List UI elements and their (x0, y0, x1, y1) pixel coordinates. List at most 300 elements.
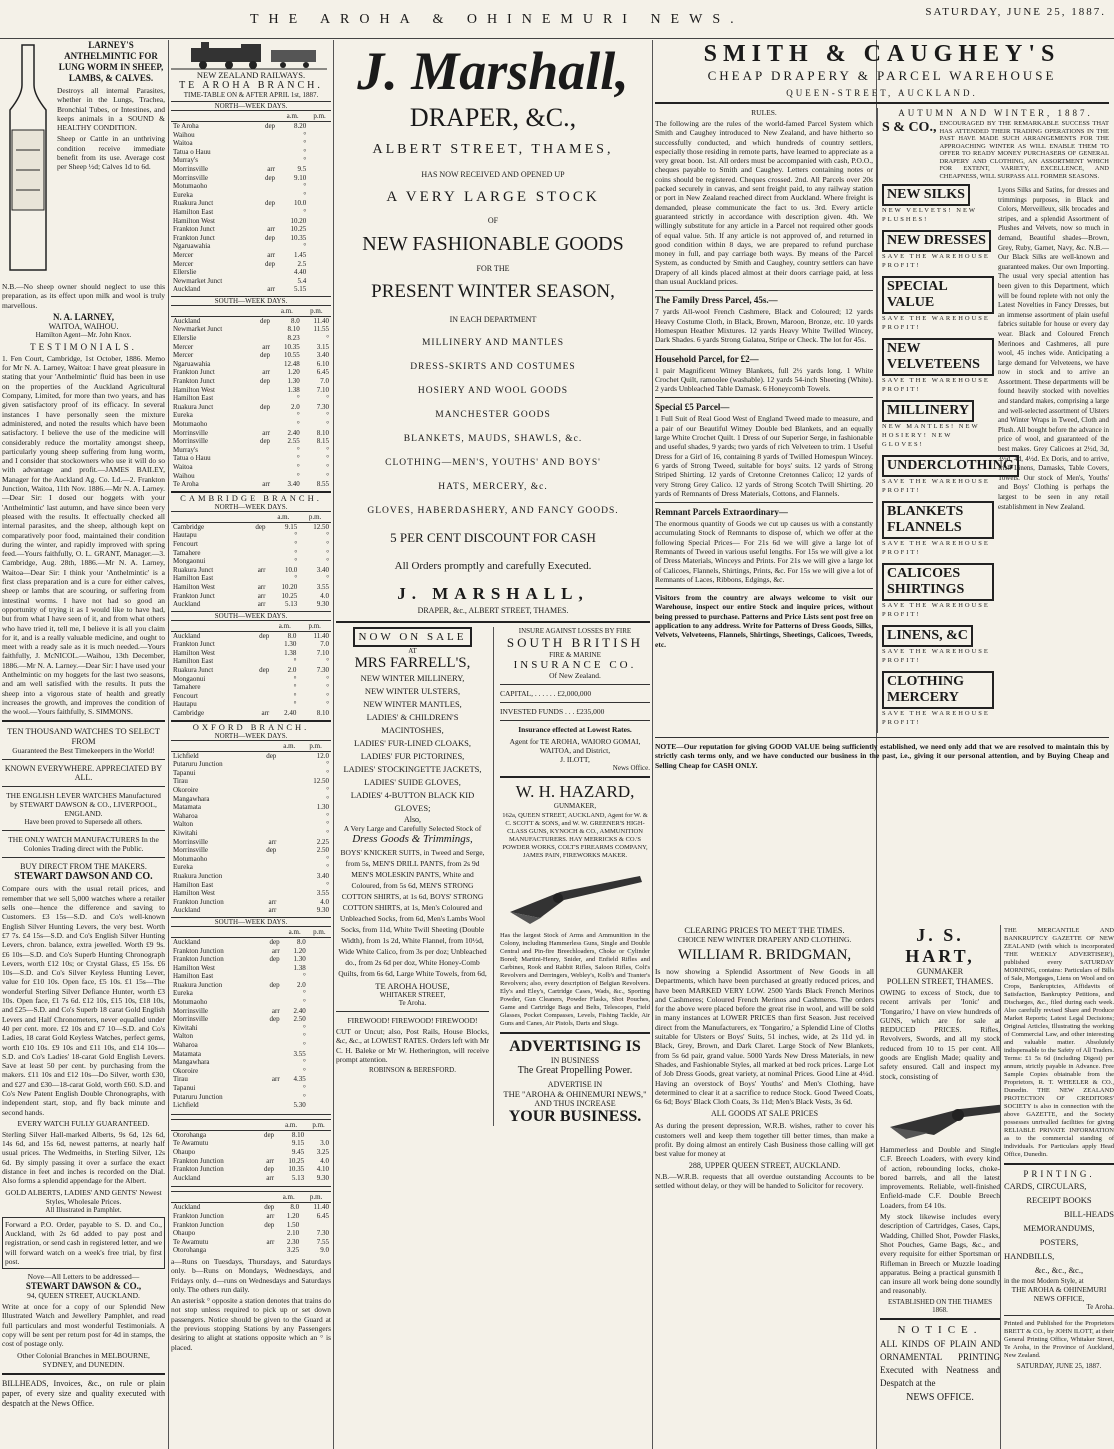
timetable-row: Morrinsville arr 9.5 (173, 164, 307, 173)
timetable-row: Ngaruawahia 12.48 6.10 (173, 359, 329, 368)
timetable-row: Hamilton West arr 10.20 3.55 (173, 582, 329, 591)
notice-ad (880, 1324, 1000, 1403)
marshall-line-item: HATS, MERCERY, &c. (438, 482, 548, 492)
marshall-line-item: DRESS-SKIRTS AND COSTUMES (410, 362, 576, 372)
department-slogan: SAVE THE WAREHOUSE PROFIT! (882, 253, 990, 269)
farrell-item: LADIES' SUIDE GLOVES, (364, 777, 461, 787)
stewart-body-2: Sterling Silver Hall-marked Alberts, 9s 6d, 12s 6d, 14s 6d, and 15s 6d, newest patterns, at nearly half usual prices. The Wedmeiths, in Sterling Silver, 12s 6d. By simply passing it over a surface the exact distance in feet and inches is recorded on the Dial. Also forms a splendid appendage for the Albert. (2, 1129, 165, 1186)
printing-item: POSTERS, (1039, 1237, 1079, 1247)
watches-heading: TEN THOUSAND WATCHES TO SELECT FROM (7, 726, 160, 747)
north-heading: NORTH—WEEK DAYS. (214, 502, 288, 511)
insurance-ad (500, 627, 650, 772)
hazard-body: Has the largest Stock of Arms and Ammunition in the Colony, including Hammerless Guns, Single and Double Central and Pin-fire Breechloaders, Choke or Cylinder Bored; Martini-Henry, Snider, and Enfield Rifles and Carbines, Rook and Rabbit Rifles, Saloon Rifles, Colt's Revolvers and Derringers, Webley's, Kolb's and Tranter's Revolvers; also, every description of Belgian Revolvers. Ely's and Eley's, Cartridge Cases, Wads, &c., Sporting Powder, Gun Cleaners, Powder Flasks, Shot Pouches, Game and Cartridge Bags and Belts, Telescopes, Field Glasses, Pocket Compasses, Levels, Fishing Tackle, Air Guns and Canes, Air Pistols, Darts and Slugs. (500, 932, 650, 1027)
timetable-row: Motumaoho ° (173, 998, 306, 1007)
rifle-icon (880, 1083, 1000, 1143)
timetable-row: Frankton Junction arr 4.0 (173, 897, 329, 906)
stewart-dawson-ad (2, 726, 165, 1368)
department-block (882, 230, 994, 270)
insurance-funds: INVESTED FUNDS . . . £235,000 (500, 707, 605, 716)
printing-office: THE AROHA & OHINEMURI NEWS OFFICE, (1011, 1285, 1107, 1303)
autumn-winter-heading: AUTUMN AND WINTER, 1887. (898, 108, 1093, 118)
sale-heading: ALL GOODS AT SALE PRICES (710, 1109, 819, 1119)
timetable-row: Mangawhara ° (173, 1058, 306, 1067)
timetable-row: Frankton Junct dep 10.35 (173, 233, 307, 242)
department-slogan: SAVE THE WAREHOUSE PROFIT! (882, 648, 990, 664)
parcel-rules (655, 108, 873, 733)
larney-dose: Sheep or Cattle in an unthriving condition receive immediate benefit from its use. Average cost per Sheep ½d; Calves 1d to 6d. (57, 134, 165, 172)
timetable-row: Tirau 12.50 (173, 777, 329, 786)
timetable-row: Auckland arr 9.30 (173, 906, 329, 915)
printing-item: RECEIPT BOOKS (1026, 1195, 1092, 1205)
marshall-of: OF (487, 216, 499, 225)
insurance-co: INSURANCE CO. (513, 659, 637, 671)
south-heading: SOUTH—WEEK DAYS. (171, 296, 331, 305)
south-heading: SOUTH—WEEK DAYS. (171, 611, 331, 620)
timetable-row: Morrinsville dep 2.55 8.15 (173, 437, 329, 446)
department-title: UNDERCLOTHING (882, 455, 1019, 477)
department-descriptions: Lyons Silks and Satins, for dresses and trimmings purposes, in Black and Colors, Merveilleux, silk brocades and stripes, and a splendid Assortment of Plushes and Velvets, now so much in demand, Beautiful shades—Brown, Grey, Ruby, Garnet, Navy, &c. N.B.—Our Black Silks are well-known and guaranteed makes. Our own Importing. The usual very special attention has been given to this Department, which will be found replete with not only the Latest Novelties in Fancy Dresses, but an immense assortment of plain useful fabrics suitable for house or every day wear. Black and Coloured French Merinoes and Cashmeres, all pure wool, 45 inches wide. Anticipating a large demand for Velveteens, we have now in stock and to arrive an Assortment. These departments will be found heavily stocked with novelties and standard makes, comprising a large and well-selected assortment of Ulsters and Winter Wraps in Tweed, Cloth and Plush. All bought before the advance in price of wool, and guaranteed of the best makes. Grey Calicoes at 2½d, 3d, 3½d, 4d, 4½d. Ex Doris, and to arrive, Irish Linens, Damasks, Table Covers, Towels. Our stock of Men's, Youths' and Boys' Clothing is perhaps the largest to be seen in any retail establishment in New Zealand. (998, 186, 1109, 511)
timetable-row: Waitoa ° ° (173, 462, 329, 471)
timetable-north-oxford: a.m. p.m. Lichfield dep 12.0 Putaruru Junction ° Tapanui ° Tirau 12.50 Okoroire ° Mangawhara ° Matamata 1.30 Waharoa ° Walton ° Kiwitahi ° Morrinsville arr 2.25 Morrinsville dep 2.50 Motumaoho ° Eureka ° Ruakura Junction 3.40 Hamilton East ° Hamilton West 3.55 Frankton Junction arr 4.0 Auckland arr 9.30 (173, 741, 329, 915)
notice-office: NEWS OFFICE. (906, 1391, 974, 1403)
stewart-branches: Other Colonial Branches in MELBOURNE, SYDNEY, and DUNEDIN. (17, 1350, 150, 1369)
timetable-row: Morrinsville dep 2.50 (173, 1015, 306, 1024)
farrell-item: NEW WINTER ULSTERS, (364, 686, 461, 696)
department-block (882, 671, 994, 727)
in-business: IN BUSINESS (550, 1056, 600, 1065)
timetable-row: Frankton Junct dep 1.30 7.0 (173, 377, 329, 386)
timetable-row: Waitoa ° (173, 139, 307, 148)
testimonials-text: 1. Fen Court, Cambridge, 1st October, 1886. Memo for Mr N. A. Larney, Waitoa: I have great pleasure in stating that your 'Anthelmintic' fluid has been in use on the properties of the Auckland Agricultural Company, Limited, for more than two years, and has given satisfactory proof of its efficacy. In several instances I have personally seen the mixture administered, and noted the results which have been satisfactory. I believe the use of the medicine will considerably reduce the mortality amongst sheep, particularly young sheep suffering from lung worm, and I consider that stockowners who use it will do so with advantage and profit.—JAMES BAILEY, Manager for the Auckland Ag. Co. Ld.—2. Frankton Junction, Waitoa, 11th Nov. 1886.—Mr N. A. Larney.—Dear Sir: I dosed our hoggets with your 'Anthelmintic' last autumn, and have since been very pleased with the results. It effectually checked all internal parasites, and the sheep, although kept on comparatively poor food, maintained their condition during the winter, and rapidly improved with spring feed.—Yours faithfully, O. L. GRANT, Manager.—3. Cambridge, Aug. 28th, 1886.—Mr N. A. Larney, Waitoa—Dear Sir: I think your 'Anthelmintic' is a first class preparation and is a cure for either calves, sheep or lambs that are scouring, or suffering from intestinal worms. I have not had so good an opportunity of trying it as I would like to have had, but from what I have seen of it, and from what others who have tried it, tell me, I believe it is all you claim for it, and is a really valuable medicine, and ought to meet with a ready sale as it is much needed.—Yours faithfully, J. McNICOL.—Waihou, 13th December, 1886.—Mr N. A. Larney.—Dear Sir: I have used your Anthelmintic on my hoggets for the last two seasons, and am well satisfied with the results. It puts the sheep into a vigorous state of health and greatly increases the growth, and improves the condition of the wool.—Yours faithfully, S. SIMMONS. (2, 353, 165, 717)
bridgman-name: WILLIAM R. BRIDGMAN, (677, 947, 852, 963)
sale-body: As during the present depression, W.R.B. wishes, rather to cover his customers well and keep them together till better times, than make a profit. By doing almost an entirely Cash Business those calling will get best value for money at (655, 1121, 874, 1159)
timetable-row: Ellerslie 4.40 (173, 268, 307, 277)
train-icon (171, 40, 327, 70)
timetable-row: Frankton Junct arr 10.25 (173, 225, 307, 234)
timetable-row: Morrinsville dep 2.50 (173, 846, 329, 855)
timetable-row: Frankton Junct arr 1.20 6.45 (173, 368, 329, 377)
marshall-street: ALBERT STREET, THAMES, (372, 142, 614, 157)
timetable-row: Ruakura Junct dep 2.0 7.30 (173, 666, 329, 675)
department-slogan: NEW MANTLES! NEW HOSIERY! NEW GLOVES! (882, 423, 980, 448)
notice-body: ALL KINDS OF PLAIN AND ORNAMENTAL PRINTING Executed with Neatness and Despatch at the (880, 1338, 1000, 1388)
department-block (882, 625, 994, 665)
printing-heading: PRINTING. (1023, 1169, 1095, 1179)
north-heading: NORTH—WEEK DAYS. (214, 731, 288, 740)
pamphlet-line: All Illustrated in Pamphlet. (45, 1205, 122, 1214)
timetable-row: Te Awamutu arr 2.30 7.55 (173, 1237, 329, 1246)
timetable-row: Newmarket Junct 8.10 11.55 (173, 325, 329, 334)
timetable-row: Waihou ° ° (173, 471, 329, 480)
department-title: MILLINERY (882, 400, 974, 422)
timetable-row: Waihou ° (173, 130, 307, 139)
timetable-row: Mercer arr 1.45 (173, 250, 307, 259)
hart-trade: GUNMAKER (916, 967, 964, 976)
insurance-nz: Of New Zealand. (549, 671, 601, 680)
hart-name: J. S. HART, (905, 925, 975, 966)
timetable-row: Eureka ° ° (173, 411, 329, 420)
family-parcel-body: 7 yards All-wool French Cashmere, Black and Coloured; 12 yards Heavy Costume Cloth, in Black, Brown, Maroon, Bronze, etc. 10 yards Homespun Heather Mixtures. 12 yards Heavy White Twilled Wincey, Dark Shades. 6 yards Strong Galatea, Stripe or Check. The lot for 45s. (655, 307, 873, 345)
farrell-name: MRS FARRELL'S, (354, 655, 471, 671)
timetable-row: Hamilton West 1.38 (173, 963, 306, 972)
farrell-items (336, 672, 489, 815)
timetable-row: Frankton Junction arr 1.20 6.45 (173, 1211, 329, 1220)
timetable-row: Mongaonui ° ° (173, 674, 329, 683)
timetable-row: Motumaoho ° ° (173, 420, 329, 428)
timetable-row: Kiwitahi ° (173, 1023, 306, 1032)
english-lever-line: THE ENGLISH LEVER WATCHES Manufactured by STEWART DAWSON & CO., LIVERPOOL, ENGLAND. (6, 791, 161, 819)
timetable-row: Cambridge dep 9.15 12.50 (173, 522, 329, 531)
hart-established: ESTABLISHED ON THE THAMES 1868. (888, 1297, 992, 1314)
farrell-item: LADIES' STOCKINGETTE JACKETS, (343, 764, 482, 774)
timetable-row: Tatua o Hauu ° (173, 147, 307, 156)
department-slogan: SAVE THE WAREHOUSE PROFIT! (882, 540, 990, 556)
timetable-row: Hamilton East ° (173, 207, 307, 216)
bridgman-address: 288, UPPER QUEEN STREET, AUCKLAND. (688, 1160, 841, 1170)
department-block (882, 338, 994, 394)
timetable-row: Tapanui ° (173, 768, 329, 777)
hart-guns: Hammerless and Double and Single C.F. Breech Loaders, with every kind of action, rebounding locks, choke-bored barrels, and all the latest improvements. Reliable, well-finished Enfield-made C.F. Double Breech Loaders, from £4 10s. (880, 1144, 1000, 1210)
farrell-item: LADIES' & CHILDREN'S MACINTOSHES, (366, 712, 459, 735)
bridgman-ad (655, 925, 874, 1449)
gazette-body: THE MERCANTILE AND BANKRUPTCY GAZETTE OF NEW ZEALAND (with which is incorporated 'THE WEEKLY ADVERTISER'), published every SATURDAY MORNING, contains: Particulars of Bills of Sale, Mortgages, Liens on Wool and on Crops, Bankruptcies, Affidavits of Satisfaction, Bankruptcy Petitions, and Discharges, &c., filed during each week. Also carefully revised Share and Produce Market Reports; Latest Legal Decisions; Original Articles, Illustrating the working of Commercial Law, and other interesting and valuable matter. Absolutely indispensable to the Safety of All Traders. Terms: £1 5s 6d (including Digest) per annum, strictly payable in Advance. Free Sample Copies obtainable from the Proprietors, R. T. WHEELER & CO., Dunedin. THE NEW ZEALAND PROTECTION OF CREDITORS' SOCIETY is also in connection with the above GAZETTE, and the Society possesses unrivalled facilities for giving RELIABLE PRIVATE INFORMATION as to the commercial standing of individuals. For Particulars apply Head Office, Dunedin. (1004, 927, 1114, 1158)
stewart-addr-2: 94, QUEEN STREET, AUCKLAND. (27, 1291, 140, 1301)
propelling-power: The Great Propelling Power. (517, 1065, 633, 1076)
household-parcel-heading: Household Parcel, for £2— (655, 353, 759, 364)
insurance-agent-name: J. ILOTT, (560, 755, 590, 764)
farrell-body: BOYS' KNICKER SUITS, in Tweed and Serge, from 5s, MEN'S DRILL PANTS, from 2s 9d MEN'S MOLESKIN PANTS, White and Coloured, from 5s 6d, MEN'S STRONG COTTON SHIRTS, at 1s 6d, BOYS' STRONG COTTON SHIRTS, at 1s, Men's Coloured and Unbleached Socks, from 6d, Men's Lambs Wool Socks, from 11d, White Twill Sheeting (Double Width), from 1s 2d, White Flannel, from 10½d, Wide White Calico, from 3s per doz; Unbleached do., from 2s 6d per doz, White Honey-Comb Quilts, from 6s 6d, Large White Towels, from 6d, (338, 848, 487, 978)
marshall-signature: J. MARSHALL, (397, 584, 589, 603)
printing-style: in the most Modern Style, at (1004, 1277, 1084, 1285)
timetable-row: Ngaruawahia ° (173, 242, 307, 251)
testimonials-heading: TESTIMONIALS. (30, 341, 137, 352)
timetable-row: Putaruru Junction ° (173, 760, 329, 769)
special-parcel-body: 1 Full Suit of Real Good West of England Tweed made to measure, and a pair of our Beautiful Witney Double bed Blankets, and an equally large White Crochet Quilt. 1 Dress of our Superior Serge, in fashionable and useful shades, 9 yards; two yards of rich Velveteen to trim. 1 Useful Dress for a Girl of 16, containing 8 yards of Twilled Homespun Wincey. 6 yards of Strong Tweed, suitable for boys' suits. 12 yards of Strong Striped Shirting. 12 yards of Cretonne Cretonnes Calico; 12 yards of very Strong Grey Calico. 12 yards of Strong Scotch Twill Shirting. 20 yards of Remnants of Dress Materials, Cottons, and Flannels. (655, 414, 873, 498)
marshall-ad (336, 40, 650, 615)
timetable-row: Murray's ° ° (173, 445, 329, 454)
timetable-north-cambridge: a.m. p.m. Cambridge dep 9.15 12.50 Hautapu ° ° Fencourt ° ° Tamahere ° ° Mongaonui ° ° Ruakura Junct arr 10.0 3.40 Hamilton East ° ° Hamilton West arr 10.20 3.55 Frankton Junct arr 10.25 4.0 Auckland arr 5.13 9.30 (173, 512, 329, 609)
larney-ad (2, 40, 165, 280)
only-manufacturers: THE ONLY WATCH MANUFACTURERS In the Colonies Trading direct with the Public. (8, 835, 159, 854)
timetable-row: Frankton Junct 1.30 7.0 (173, 640, 329, 649)
timetable-row: Eureka ° (173, 190, 307, 199)
department-block (882, 563, 994, 619)
department-slogan: SAVE THE WAREHOUSE PROFIT! (882, 602, 990, 618)
timetable-row: Matamata 3.55 (173, 1049, 306, 1058)
timetable-row: Lichfield 5.30 (173, 1101, 306, 1110)
timetable-row: Eureka ° (173, 989, 306, 998)
timetable-row: Hamilton East ° ° (173, 657, 329, 666)
department-block (882, 184, 994, 224)
bottle-icon (2, 40, 54, 280)
printing-item: MEMORANDUMS, (1023, 1223, 1095, 1233)
department-title: NEW VELVETEENS (882, 338, 994, 376)
timetable-row: Frankton Junction dep 1.30 (173, 955, 306, 964)
bridgman-body: Is now showing a Splendid Assortment of New Goods in all Departments, which have been purchased at greatly reduced prices, and have been MARKED VERY LOW. 2500 Yards Black French Merinos and Cashmeres; Coloured French Merinos and Cashmeres. The orders for the above were placed before the great rise in wool, and will be sold in many instances at LOWER PRICES than first Season. Just received direct from the Manufacturers, ex 'Tongariro,' a Splendid Line of Cloths suitable for Ulsters or Boys' Suits, 51 inches, wide, at 2s 11d yd. in Black, Grey, Brown, and Dark Claret. Large Stock of New Blankets, from 5s 6d pair, grand value. 5000 Yards New Dress Materials, in new Shades, and Fashionable Styles, all marked at bed rock prices. Large Lot of Job Dress Goods, great variety, at nominal Prices. Good Line at 4¼d. Having an overstock of Boys' Youths' and Men's Clothing, have determined to clear it at a sacrifice to reduce Stock. Good Tweed Coats, 6s 6d; Boys' Black Cloth Coats, 3s 11d; Men's Black Vests, 3s 6d. (655, 967, 874, 1107)
insurance-heading: INSURE AGAINST LOSSES BY FIRE (518, 627, 632, 635)
timetable-row: Frankton Junction arr 10.25 4.0 (173, 1156, 329, 1165)
railway-footnote: a—Runs on Tuesdays, Thursdays, and Saturdays only. b—Runs on Mondays, Wednesdays, and Fridays only. d—runs on Wednesdays and Saturdays only. The others run daily. (171, 1256, 331, 1294)
timetable-row: Morrinsville dep 9.10 (173, 173, 307, 182)
gazette-printing-column (1000, 925, 1114, 1449)
hart-body: OWING to excess of Stock, due to recent arrivals per 'Ionic' and 'Tongariro,' I have on view hundreds of GUNS, which are for sale at REDUCED PRICES. Rifles, Revolvers, Swords, and all my stock reduced from 10 to 15 per cent. All goods are English Made; quality and safety ensured. Call and inspect my stock, consisting of (880, 988, 1000, 1081)
household-parcel-body: 1 pair Magnificent Witney Blankets, full 2½ yards long. 1 White Crochet Quilt, ramoolee (washable). 12 yards 54-inch Sheeting (White). 2 yards Unbleached Table Damask. 6 Honeycomb Towels. (655, 365, 873, 394)
marshall-orders: All Orders promptly and carefully Executed. (394, 560, 592, 572)
marshall-for: FOR THE (476, 264, 510, 273)
buy-direct: BUY DIRECT FROM THE MAKERS. (20, 862, 147, 872)
department-slogan: SAVE THE WAREHOUSE PROFIT! (882, 710, 990, 726)
marshall-line-item: MILLINERY AND MANTLES (421, 338, 565, 348)
timetable-row: Murray's ° (173, 156, 307, 165)
hart-street: POLLEN STREET, THAMES. (886, 976, 994, 986)
timetable-row: Tamahere ° ° (173, 683, 329, 692)
oxford-branch: OXFORD BRANCH. (171, 720, 331, 732)
timetable-row: Frankton Junct arr 10.25 4.0 (173, 591, 329, 600)
department-slogan: SAVE THE WAREHOUSE PROFIT! (882, 377, 990, 393)
printing-item: &c., &c., &c., (1034, 1265, 1084, 1275)
timetable-row: Okoroire ° (173, 786, 329, 794)
imprint-date: SATURDAY, JUNE 25, 1887. (1016, 1362, 1102, 1370)
timetable-row: Eureka ° (173, 863, 329, 872)
watches-sub: Guaranteed the Best Timekeepers in the World! (12, 746, 155, 756)
timetable-south-cambridge: a.m. p.m. Auckland dep 8.0 11.40 Frankton Junct 1.30 7.0 Hamilton West 1.38 7.10 Hamilton East ° ° Ruakura Junct dep 2.0 7.30 Mongaonui ° ° Tamahere ° ° Fencourt ° ° Hautapu ° ° Cambridge arr 2.40 8.10 (173, 621, 329, 718)
timetable-row: Motumaoho ° (173, 182, 307, 191)
advertising-ad (500, 1038, 650, 1126)
timetable-row: Otorohanga 3.25 9.0 (173, 1246, 329, 1255)
hazard-ad (500, 782, 650, 1028)
shotgun-icon (500, 862, 650, 930)
rules-body: The following are the rules of the world-famed Parcel System which Smith and Caughey introduced to New Zealand, and have hitherto so successfully conducted, and which hundreds of country settlers, especially those residing in remote parts, have learned to appreciate as a very great boon. 1st. All orders must be accompanied with cash, P.O.O., cheques payable to Smith and Caughey. Letters containing notes or coins should be registered. Cheques crossed. 2nd. All Parcels over 20s packed securely in canvas, and sent freight paid, to any railway station or port in New Zealand reached direct from Auckland. Where freight is demanded, please communicate the fact to us. 3rd. Every article guaranteed strictly in accordance with description given. 4th. We willingly substitute for any article in a Parcel not required other goods of equal value. 5th. If any article is not approved of, and returned in good condition within 8 days, we are prepared to refund purchase money in full, and pay carriage both ways. By means of the Parcel System, as conducted by Smith and Caughey, country settlers can have Drapery of all kinds placed almost at their doors carriage paid, at less than usual Auckland prices. (655, 119, 873, 287)
hart-column (880, 925, 1000, 1449)
farrell-item: LADIES' FUR PICTORINES, (360, 751, 465, 761)
timetable-row: Auckland dep 8.0 11.40 (173, 1203, 329, 1212)
timetable-row: Te Aroha dep 8.20 (173, 122, 307, 130)
guarantee-line: EVERY WATCH FULLY GUARANTEED. (17, 1118, 150, 1128)
larney-place: WAITOA, WAIHOU. (48, 321, 119, 331)
visitors-note: Visitors from the country are always welcome to visit our Warehouse, inspect our entire Stock and inquire prices, without being pressed to purchase. Patterns and Price Lists sent post free on application to any address. Write for Patterns of Dress Goods, Silks, Velvets, Velveteens, Flannels, Shirtings, Sheetings, Calicoes, Tweeds, etc. (655, 593, 873, 649)
masthead (0, 0, 1114, 39)
timetable-row: Morrinsville arr 2.25 (173, 837, 329, 846)
farrell-item: NEW WINTER MANTLES, (363, 699, 462, 709)
timetable-row: Frankton Junction dep 1.50 (173, 1220, 300, 1229)
timetable-row: Waharoa ° (173, 811, 329, 820)
stewart-addr-1: STEWART DAWSON & CO., (25, 1281, 142, 1292)
remnant-parcel-heading: Remnant Parcels Extraordinary— (655, 507, 788, 518)
printing-item: HANDBILLS, (1004, 1251, 1055, 1261)
printing-item: CARDS, CIRCULARS, (1004, 1181, 1087, 1191)
larney-agent: Hamilton Agent—Mr. John Knox. (35, 330, 132, 339)
timetable-otorohanga-north: a.m. p.m. Otorohanga dep 8.10 Te Awamutu 9.15 3.0 Ohaupo 9.45 3.25 Frankton Junction arr 10.25 4.0 Frankton Junction dep 10.35 4.10 Auckland arr 5.13 9.30 (173, 1120, 329, 1182)
timetable-row: Ohaupo 9.45 3.25 (173, 1147, 329, 1156)
marshall-lines (336, 338, 650, 516)
firewood-body: CUT or Uncut; also, Post Rails, House Blocks, &c, &c., at LOWEST RATES. Orders left with Mr C. H. Baleke or Mr W. Hetherington, will receive prompt attention. (336, 1027, 489, 1064)
timetable-row: Morrinsville arr 2.40 (173, 1006, 306, 1015)
timetable-row: Ruakura Junct dep 2.0 7.30 (173, 402, 329, 411)
timetable-row: Matamata 1.30 (173, 803, 329, 812)
farrell-town: Te Aroha. (398, 999, 427, 1007)
family-parcel-heading: The Family Dress Parcel, 45s.— (655, 295, 778, 306)
order-box: Forward a P.O. Order, payable to S. D. and Co., Auckland, with 2s 6d added to pay post and registration, or send cash in registered letter, and we will forward watch on a week's free trial, by first post. (2, 1217, 165, 1269)
timetable-row: Okoroire ° (173, 1066, 306, 1075)
timetable-row: Mercer dep 2.5 (173, 259, 307, 268)
firewood-heading: FIREWOOD! FIREWOOD! FIREWOOD! (347, 1016, 478, 1025)
timetable-row: Auckland dep 8.0 11.40 (173, 631, 329, 640)
smith-caughey-ad (655, 40, 1109, 920)
insurance-rates: Insurance effected at Lowest Rates. (518, 725, 632, 734)
department-block (882, 400, 994, 449)
bridgman-nb: N.B.—W.R.B. requests that all overdue outstanding Accounts to be settled without delay, or they will be handed to Solicitor for recovery. (655, 1171, 874, 1190)
hart-stock: My stock likewise includes every description of Cartridges, Cases, Caps, Wadding, Chilled Shot, Powder Flasks, Shot Pouches, Game Bags, &c., and every requisite for either Sportsman or Rifleman in Breech or Muzzle loading apparatus. Being a practical gunsmith I can insure all work being done soundly and reasonably. (880, 1212, 1000, 1296)
hart-ad (880, 925, 1000, 1314)
advertise-paper: THE "AROHA & OHINEMURI NEWS," (503, 1089, 647, 1099)
timetable-row: Frankton Junction dep 10.35 4.10 (173, 1165, 329, 1174)
farrell-item: LADIES' 4-BUTTON BLACK KID GLOVES; (350, 790, 475, 813)
timetable-north-te-aroha: a.m. p.m. Te Aroha dep 8.20 Waihou ° Waitoa ° Tatua o Hauu ° Murray's ° Morrinsville arr 9.5 Morrinsville dep 9.10 Motumaoho ° Eureka ° Ruakura Junct dep 10.0 Hamilton East ° Hamilton West 10.20 Frankton Junct arr 10.25 Frankton Junct dep 10.35 Ngaruawahia ° Mercer arr 1.45 Mercer dep 2.5 Ellerslie 4.40 Newmarket Junct 5.4 Auckland arr 5.15 (171, 110, 331, 294)
timetable-row: Te Aroha arr 3.40 8.55 (173, 480, 329, 489)
timetable-row: Walton ° (173, 1032, 306, 1041)
timetable-row: Fencourt ° ° (173, 539, 329, 548)
stewart-body: Compare ours with the usual retail prices, and remember that we sell 5,000 watches where a retailer sells one—hence the difference and saving to Customers. £3 15s—S.D. and Co's well-known English Silver Hunting Levers, the very best. Worth £7 7s. £4 15s—S.D. and Co's English Silver Hunting Levers, chron. balance, extra jewelled. Worth £9 9s. £6 10s—S.D. and Co's Superb Hunting Chronograph Levers, worth £12 10s; or Crystal Glass, £5 15s. £6 10s—S.D. and Co's Silver Keyless Hunting Lever, value for £10 10s. Open face, £5 10s. £1 15s—The wonderful Sterling Silver Defiance Hunter, worth £3 10s. Open face, £1 7s 6d. £12 10s, £15 10s, £18 10s, and £25—S.D. and Co's Superb 18 carat Gold English Levers and Half Chronometers, never equalled under 40 per cent. more. £2 10s and £7 10—S.D. and Co's Ladies, 18 carat Gold Keyless Watches, perfect gems, worth £10 10s. £9 10s and £11 10s, and £14 10s—S.D. and Co's Ladies' 18-carat Gold English Levers. Save at least 50 per cent. by purchasing from the makers. £11 10s and £12 10s—Do Silver, worth £30, and £27 and £30—18-carat Gold, worth £60. S.D. and Co's New Patent English Double Chronographs, with independent start, stop, and fly back minute and second hands. (2, 884, 165, 1117)
timetable-row: Tapanui ° (173, 1084, 306, 1092)
insurance-name: SOUTH BRITISH (506, 635, 644, 650)
notice-heading: NOTICE. (897, 1323, 983, 1336)
hazard-agencies: 162a, QUEEN STREET, AUCKLAND, Agent for W. & C. SCOTT & SONS, and W. W. GREENER'S HIGH-CLASS GUNS, KYNOCH & CO., AMMUNITION MANUFACTURERS. HAY MERRICKS & CO.'S POWDER WORKS, COLT'S FIREARMS COMPANY, JAMES PAIN, FIREWORKS MAKER. (502, 812, 648, 859)
marshall-line-item: GLOVES, HABERDASHERY, AND FANCY GOODS. (367, 506, 619, 516)
clearing-sub: CHOICE NEW WINTER DRAPERY AND CLOTHING. (677, 935, 852, 944)
marshall-draper: DRAPER, &C., (409, 103, 577, 132)
marshall-line-item: HOSIERY AND WOOL GOODS (417, 386, 569, 396)
advertising-is: ADVERTISING IS (509, 1038, 641, 1055)
larney-owner: N. A. LARNEY, (53, 311, 114, 322)
farrell-dress-goods: Dress Goods & Trimmings, (352, 833, 473, 845)
supersede-line: Have been proved to Supersede all others. (24, 818, 143, 827)
department-slogan: SAVE THE WAREHOUSE PROFIT! (882, 315, 990, 331)
timetable-row: Hautapu ° ° (173, 531, 329, 540)
timetable-row: Hautapu ° ° (173, 700, 329, 709)
larney-note: N.B.—No sheep owner should neglect to use this preparation, as its effect upon milk and wool is truly marvellous. (2, 282, 165, 310)
insurance-sub: FIRE & MARINE (549, 651, 601, 659)
timetable-date: TIME-TABLE ON & AFTER APRIL 1st, 1887. (183, 91, 319, 99)
timetable-row: Mercer arr 10.35 3.15 (173, 342, 329, 351)
marshall-goods: NEW FASHIONABLE GOODS (362, 233, 624, 255)
stewart-name: STEWART DAWSON AND CO. (14, 871, 153, 883)
smith-notice: NOTE—Our reputation for giving GOOD VALUE being sufficiently established, we need only add that we are resolved to maintain this by strictly cash terms only, and we have conducted our business in the past, i.e., giving it our personal attention, and by Buying Cheap and Selling Cheap for CASH ONLY. (655, 742, 1109, 770)
timetable-row: Walton ° (173, 820, 329, 829)
timetable-row: Auckland dep 8.0 11.40 (173, 316, 329, 325)
sco-label: S & CO., (882, 120, 937, 135)
timetable-row: Hamilton East ° (173, 880, 329, 889)
timetable-row: Hamilton East ° ° (173, 394, 329, 403)
marshall-dept: IN EACH DEPARTMENT (449, 315, 537, 324)
timetable-row: Te Awamutu 9.15 3.0 (173, 1139, 329, 1148)
known-line: KNOWN EVERYWHERE. APPRECIATED BY ALL. (4, 764, 163, 783)
timetable-row: Hamilton East ° ° (173, 574, 329, 583)
farrell-ad (336, 627, 494, 1126)
marshall-season: PRESENT WINTER SEASON, (371, 281, 615, 302)
farrell-at: AT (408, 647, 417, 655)
issue-date: SATURDAY, JUNE 25, 1887. (925, 6, 1106, 18)
department-slogan: SAVE THE WAREHOUSE PROFIT! (882, 478, 990, 494)
timetable-row: Auckland dep 8.0 (173, 937, 306, 946)
insurance-agent: Agent for TE AROHA, WAIORO GOMAI, WAITOA, and District, (509, 737, 641, 755)
timetable-row: Auckland arr 5.13 9.30 (173, 1173, 329, 1182)
railway-asterisk-note: An asterisk ° opposite a station denotes that trains do not stop unless required to pick up or set down passengers. Notice should be given to the Guard at the previous stopping Stations by any Passengers desiring to alight at stations opposite which an ° is placed. (171, 1296, 331, 1352)
timetable-row: Waharoa ° (173, 1041, 306, 1050)
insurance-office: News Office. (612, 764, 650, 772)
timetable-row: Motumaoho ° (173, 854, 329, 863)
timetable-row: Mercer dep 10.55 3.40 (173, 351, 329, 360)
stewart-write: Write at once for a copy of our Splendid New Illustrated Watch and Jewellery Pamphlet, and read full particulars and most wonderful Testimonials. A copy will be sent per return post for 4d in stamps, the cost of postage only. (2, 1302, 165, 1349)
timetable-row: Ruakura Junction dep 2.0 (173, 980, 306, 989)
railways-heading: NEW ZEALAND RAILWAYS. (196, 70, 306, 80)
timetable-row: Hamilton West 10.20 (173, 216, 307, 225)
imprint: Printed and Published for the Proprietors BRETT & CO., by JOHN ILOTT, at their General Printing Office, Whitaker Street, Te Aroha, in the Province of Auckland, New Zealand. (1004, 1320, 1114, 1359)
marshall-line-item: MANCHESTER GOODS (435, 410, 551, 420)
department-title: CALICOES SHIRTINGS (882, 563, 994, 601)
timetable-row: Putaruru Junction ° (173, 1092, 306, 1101)
printing-town: Te Aroha. (1086, 1303, 1114, 1311)
address-note: Nove—All Letters to be addressed— (27, 1272, 140, 1282)
timetable-row: Mangawhara ° (173, 794, 329, 803)
special-parcel-heading: Special £5 Parcel— (655, 402, 730, 413)
marshall-large-stock: A VERY LARGE STOCK (386, 189, 600, 205)
timetable-south-te-aroha: a.m. p.m. Auckland dep 8.0 11.40 Newmarket Junct 8.10 11.55 Ellerslie 8.23 ° Mercer arr 10.35 3.15 Mercer dep 10.55 3.40 Ngaruawahia 12.48 6.10 Frankton Junct arr 1.20 6.45 Frankton Junct dep 1.30 7.0 Hamilton West 1.38 7.10 Hamilton East ° ° Ruakura Junct dep 2.0 7.30 Eureka ° ° Motumaoho ° ° Morrinsville arr 2.40 8.10 Morrinsville dep 2.55 8.15 Murray's ° ° Tatua o Hauu ° ° Waitoa ° ° Waihou ° ° Te Aroha arr 3.40 8.55 (173, 306, 329, 489)
sco-body: ENCOURAGED BY THE REMARKABLE SUCCESS THAT HAS ATTENDED THEIR TRADING OPERATIONS IN THE PAST HAVE MADE SUCH ARRANGEMENTS FOR THE APPROACHING WINTER AS WILL ENABLE THEM TO OFFER TO READY MONEY PURCHASERS OF GENERAL DRAPERY AND CLOTHING, AN ASSORTMENT WHICH FOR EXTENT, VARIETY, EXCELLENCE, AND CHEAPNESS, WILL SURPASS ALL FORMER SEASONS. (939, 120, 1109, 180)
timetable-row: Newmarket Junct 5.4 (173, 276, 307, 285)
timetable-row: Tatua o Hauu ° ° (173, 454, 329, 463)
timetable-row: Morrinsville arr 2.40 8.10 (173, 428, 329, 437)
timetable-row: Frankton Junction arr 1.20 (173, 946, 306, 955)
billheads-ad: BILLHEADS, Invoices, &c., on rule or plain paper, of every size and quality executed with despatch at the News Office. (2, 1378, 165, 1408)
timetable-otorohanga-south: a.m. p.m. Auckland dep 8.0 11.40 Frankton Junction arr 1.20 6.45 Frankton Junction dep 1.50 Ohaupo 2.10 7.30 Te Awamutu arr 2.30 7.55 Otorohanga 3.25 9.0 (173, 1193, 329, 1255)
smith-tagline: CHEAP DRAPERY & PARCEL WAREHOUSE (707, 68, 1057, 83)
timetable-row: Auckland arr 5.15 (173, 285, 307, 294)
printing-item: BILL-HEADS (1063, 1209, 1114, 1219)
smith-street: QUEEN-STREET, AUCKLAND. (786, 88, 978, 98)
timetable-row: Mongaonui ° ° (173, 557, 329, 566)
timetable-row: Cambridge arr 2.40 8.10 (173, 709, 329, 718)
printing-list (1004, 1179, 1114, 1277)
timetable-row: Hamilton West 3.55 (173, 889, 329, 898)
north-heading: NORTH—WEEK DAYS. (171, 101, 331, 110)
marshall-line-item: BLANKETS, MAUDS, SHAWLS, &c. (403, 434, 583, 444)
department-title: NEW SILKS (882, 184, 970, 206)
larney-heading: LARNEY'S ANTHELMINTIC FOR LUNG WORM IN SHEEP, LAMBS, & CALVES. (58, 40, 164, 83)
remnant-parcel-body: The enormous quantity of Goods we cut up causes us with a constantly accumulating Stock of Remnants to dispose of, which we offer at the following Special Prices— For 21s 6d we will give a large lot of Remnants of Tweed in various useful lengths. For 15s we will give a lot of Dress Materials, Winceys and Prints. For 21s we will give a large lot of Calicoes, Flannels, Shirtings, Prints, &c. For 15s we will give a lot of Remnants of Laces, Ribbons, Edgings, &c. (655, 519, 873, 584)
timetable-row: Hamilton West 1.38 7.10 (173, 648, 329, 657)
insurance-capital: CAPITAL, . . . . . . £2,000,000 (500, 689, 592, 698)
timetable-row: Hamilton East ° (173, 972, 306, 981)
department-block (882, 276, 994, 332)
timetable-row: Ohaupo 2.10 7.30 (173, 1229, 329, 1238)
clearing-heading: CLEARING PRICES TO MEET THE TIMES. (684, 925, 845, 935)
your-business: YOUR BUSINESS. (508, 1108, 642, 1125)
department-block (882, 501, 994, 557)
farrell-street: WHITAKER STREET, (379, 991, 446, 999)
marshall-received: HAS NOW RECEIVED AND OPENED UP (421, 170, 565, 179)
timetable-row: Kiwitahi ° (173, 828, 329, 837)
column-3 (336, 40, 650, 1449)
te-aroha-branch: TE AROHA BRANCH. (179, 80, 323, 91)
firewood-signature: ROBINSON & BERESFORD. (369, 1066, 456, 1075)
larney-intro: Destroys all internal Parasites, whether in the Lungs, Trachea, Bronchial Tubes, or Intestines, and keeps animals in a SOUND & HEALTHY CONDITION. (57, 86, 165, 133)
department-block (882, 455, 1014, 495)
department-slogan: NEW VELVETS! NEW PLUSHES! (882, 207, 977, 223)
timetable-row: Otorohanga dep 8.10 (173, 1130, 305, 1139)
department-title: BLANKETS FLANNELS (882, 501, 994, 539)
marshall-name: J. Marshall, (357, 41, 629, 101)
timetable-row: Tirau arr 4.35 (173, 1075, 306, 1084)
